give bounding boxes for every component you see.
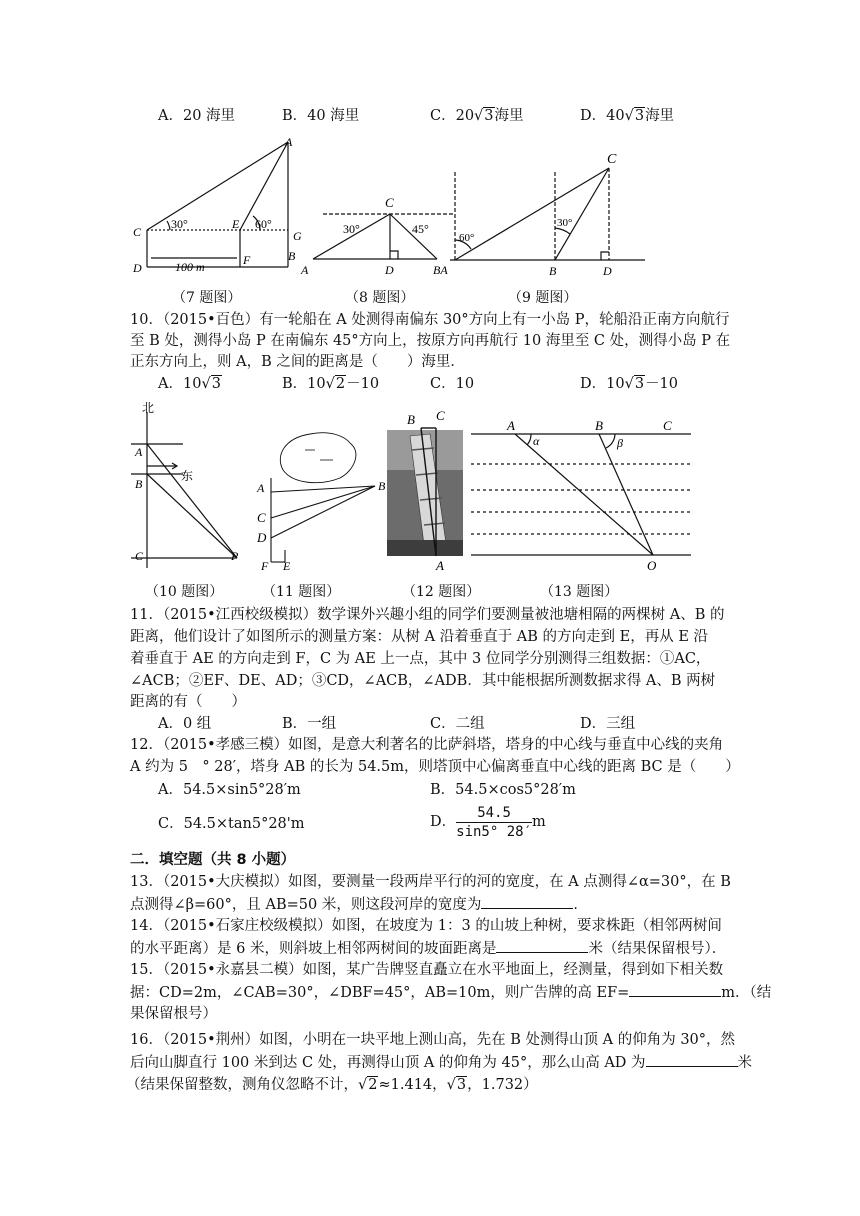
fig10-label-b: B: [135, 477, 143, 491]
fig9-caption: （9 题图）: [508, 290, 578, 306]
figure-row-1: [125, 132, 745, 282]
fig10-caption: （10 题图）: [145, 584, 224, 600]
q12-option-d: D． $\frac{54.5}{\sin 5^\circ 28'}$ m: [430, 804, 546, 840]
figure-8: [313, 214, 455, 259]
fig8-caption: （8 题图）: [345, 290, 415, 306]
q16-line-3: （结果保留整数，测角仪忽略不计，√2≈1.414，√3，1.732）: [126, 1077, 538, 1093]
figure-11: [271, 433, 375, 562]
fig11-label-c: C: [257, 510, 266, 525]
q10-line-3: 正东方向上，则 A，B 之间的距离是（ ）海里．: [130, 354, 465, 370]
fig13-label-a: A: [507, 418, 515, 433]
fig9-label-c: C: [607, 152, 617, 167]
q13-line-1: 13．（2015•大庆模拟）如图，要测量一段两岸平行的河的宽度，在 A 点测得∠α=30°，在 B: [130, 874, 731, 890]
q9-option-d: D．40√3海里: [580, 108, 675, 124]
fig11-label-b: B: [378, 479, 386, 493]
q11-line-4: ∠ACB；②EF、DE、AD；③CD，∠ACB，∠ADB．其中能根据所测数据求得 A、B 两树: [130, 673, 716, 689]
q13-line-2: 点测得∠β=60°，且 AB=50 米，则这段河岸的宽度为 ．: [130, 894, 588, 915]
q12-option-c: C．54.5×tan5°28'm: [158, 816, 305, 832]
section-2-heading: 二．填空题（共 8 小题）: [130, 852, 296, 868]
figure-12: [387, 428, 463, 556]
fig11-label-d: D: [257, 530, 267, 545]
fig8-label-ba: BA: [433, 263, 448, 277]
q9-option-a: A．20 海里: [158, 108, 236, 124]
fig8-angle-30: 30°: [343, 222, 360, 236]
q10-option-a: A．10√3: [158, 376, 221, 392]
fig11-label-a: A: [257, 481, 265, 495]
q11-option-b: B．一组: [282, 716, 337, 732]
fig13-alpha: α: [533, 434, 540, 448]
fig7-label-c: C: [133, 225, 142, 239]
fig7-angle-60: 60°: [255, 217, 272, 231]
fig7-label-e: E: [232, 217, 240, 231]
q10-option-b: B．10√2－10: [282, 376, 380, 392]
fig10-north-label: 北: [142, 401, 155, 415]
q16-line-1: 16．（2015•荆州）如图，小明在一块平地上测山高，先在 B 处测得山顶 A 的仰角为 30°，然: [130, 1032, 736, 1048]
fig11-caption: （11 题图）: [262, 584, 341, 600]
fig8-label-b: B: [288, 249, 296, 263]
q12-line-1: 12．（2015•孝感三模）如图，是意大利著名的比萨斜塔，塔身的中心线与垂直中心线的夹角: [130, 737, 724, 753]
q10-line-1: 10．（2015•百色）有一轮船在 A 处测得南偏东 30°方向上有一小岛 P，轮船沿正南方向航行: [130, 312, 730, 328]
fig13-label-o: O: [647, 558, 657, 572]
fig10-label-p: P: [231, 549, 239, 563]
fig12-label-a: A: [436, 558, 444, 572]
fig13-beta: β: [617, 436, 623, 450]
fig7-angle-30: 30°: [171, 217, 188, 231]
q9-option-c: C．20√3海里: [430, 108, 524, 124]
fig10-label-c: C: [135, 549, 144, 563]
fig11-label-e: E: [283, 559, 291, 572]
q10-option-d: D．10√3－10: [580, 376, 679, 392]
fig12-caption: （12 题图）: [402, 584, 481, 600]
q11-line-1: 11．（2015•江西校级模拟）数学课外兴趣小组的同学们要测量被池塘相隔的两棵树 A、B 的: [130, 607, 725, 623]
fig8-label-a: A: [301, 263, 309, 277]
fig8-angle-45: 45°: [412, 222, 429, 236]
figure-row-2: [125, 400, 705, 572]
fig12-label-b: B: [407, 412, 415, 427]
fig9-angle-30: 30°: [557, 217, 573, 229]
q12-option-b: B．54.5×cos5°28′m: [430, 782, 576, 798]
q9-option-b: B．40 海里: [282, 108, 360, 124]
fig7-label-f: F: [243, 253, 251, 267]
q11-line-3: 着垂直于 AE 的方向走到 F，C 为 AE 上一点，其中 3 位同学分别测得三组数据：①AC，: [130, 651, 711, 667]
q11-option-d: D．三组: [580, 716, 636, 732]
q12-option-a: A．54.5×sin5°28′m: [158, 782, 301, 798]
q14-line-1: 14．（2015•石家庄校级模拟）如图，在坡度为 1：3 的山坡上种树，要求株距（相邻两树间: [130, 918, 722, 934]
q15-line-1: 15．（2015•永嘉县二模）如图，某广告牌竖直矗立在水平地面上，经测量，得到如下相关数: [130, 962, 724, 978]
fig9-label-b: B: [549, 264, 557, 278]
fig8-label-d: D: [385, 263, 394, 277]
q11-line-5: 距离的有（ ）: [130, 694, 246, 710]
q11-option-c: C．二组: [430, 716, 485, 732]
fig12-label-c: C: [436, 408, 445, 423]
q11-line-2: 距离，他们设计了如图所示的测量方案：从树 A 沿着垂直于 AB 的方向走到 E，再从 E 沿: [130, 629, 709, 645]
q11-option-a: A．0 组: [158, 716, 212, 732]
fig13-caption: （13 题图）: [540, 584, 619, 600]
fig13-label-b: B: [595, 418, 603, 433]
q14-line-2: 的水平距离）是 6 米，则斜坡上相邻两树间的坡面距离是 米（结果保留根号）．: [130, 938, 726, 959]
figure-9: [450, 168, 645, 260]
figure-10: [131, 412, 237, 568]
fig7-label-d: D: [133, 261, 142, 275]
q15-line-2: 据：CD=2m，∠CAB=30°，∠DBF=45°，AB=10m，则广告牌的高 EF= m．（结: [130, 982, 771, 1003]
fig13-label-c: C: [663, 418, 672, 433]
fig7-distance: 100 m: [175, 260, 205, 274]
fig11-label-f: F: [261, 559, 269, 572]
fig10-label-a: A: [135, 445, 143, 459]
q10-line-2: 至 B 处，测得小岛 P 在南偏东 45°方向上，按原方向再航行 10 海里至 C 处，测得小岛 P 在: [130, 333, 731, 349]
fig7-label-a: A: [285, 135, 293, 149]
fig7-label-g: G: [293, 229, 302, 243]
fig9-angle-60: 60°: [459, 232, 475, 244]
q16-line-2: 后向山脚直行 100 米到达 C 处，再测得山顶 A 的仰角为 45°，那么山高 AD 为 米: [130, 1052, 752, 1073]
fig8-label-c: C: [385, 195, 394, 210]
q12-line-2: A 约为 5 ° 28′，塔身 AB 的长为 54.5m，则塔顶中心偏离垂直中心线的距离 BC 是（ ）: [130, 759, 740, 775]
q15-line-3: 果保留根号）: [130, 1006, 217, 1022]
q10-option-c: C．10: [430, 376, 475, 392]
fig9-label-d: D: [603, 264, 612, 278]
figure-7: [147, 142, 288, 267]
figure-13: [471, 434, 691, 555]
fig7-caption: （7 题图）: [172, 290, 242, 306]
fig10-east-label: 东: [181, 469, 194, 483]
